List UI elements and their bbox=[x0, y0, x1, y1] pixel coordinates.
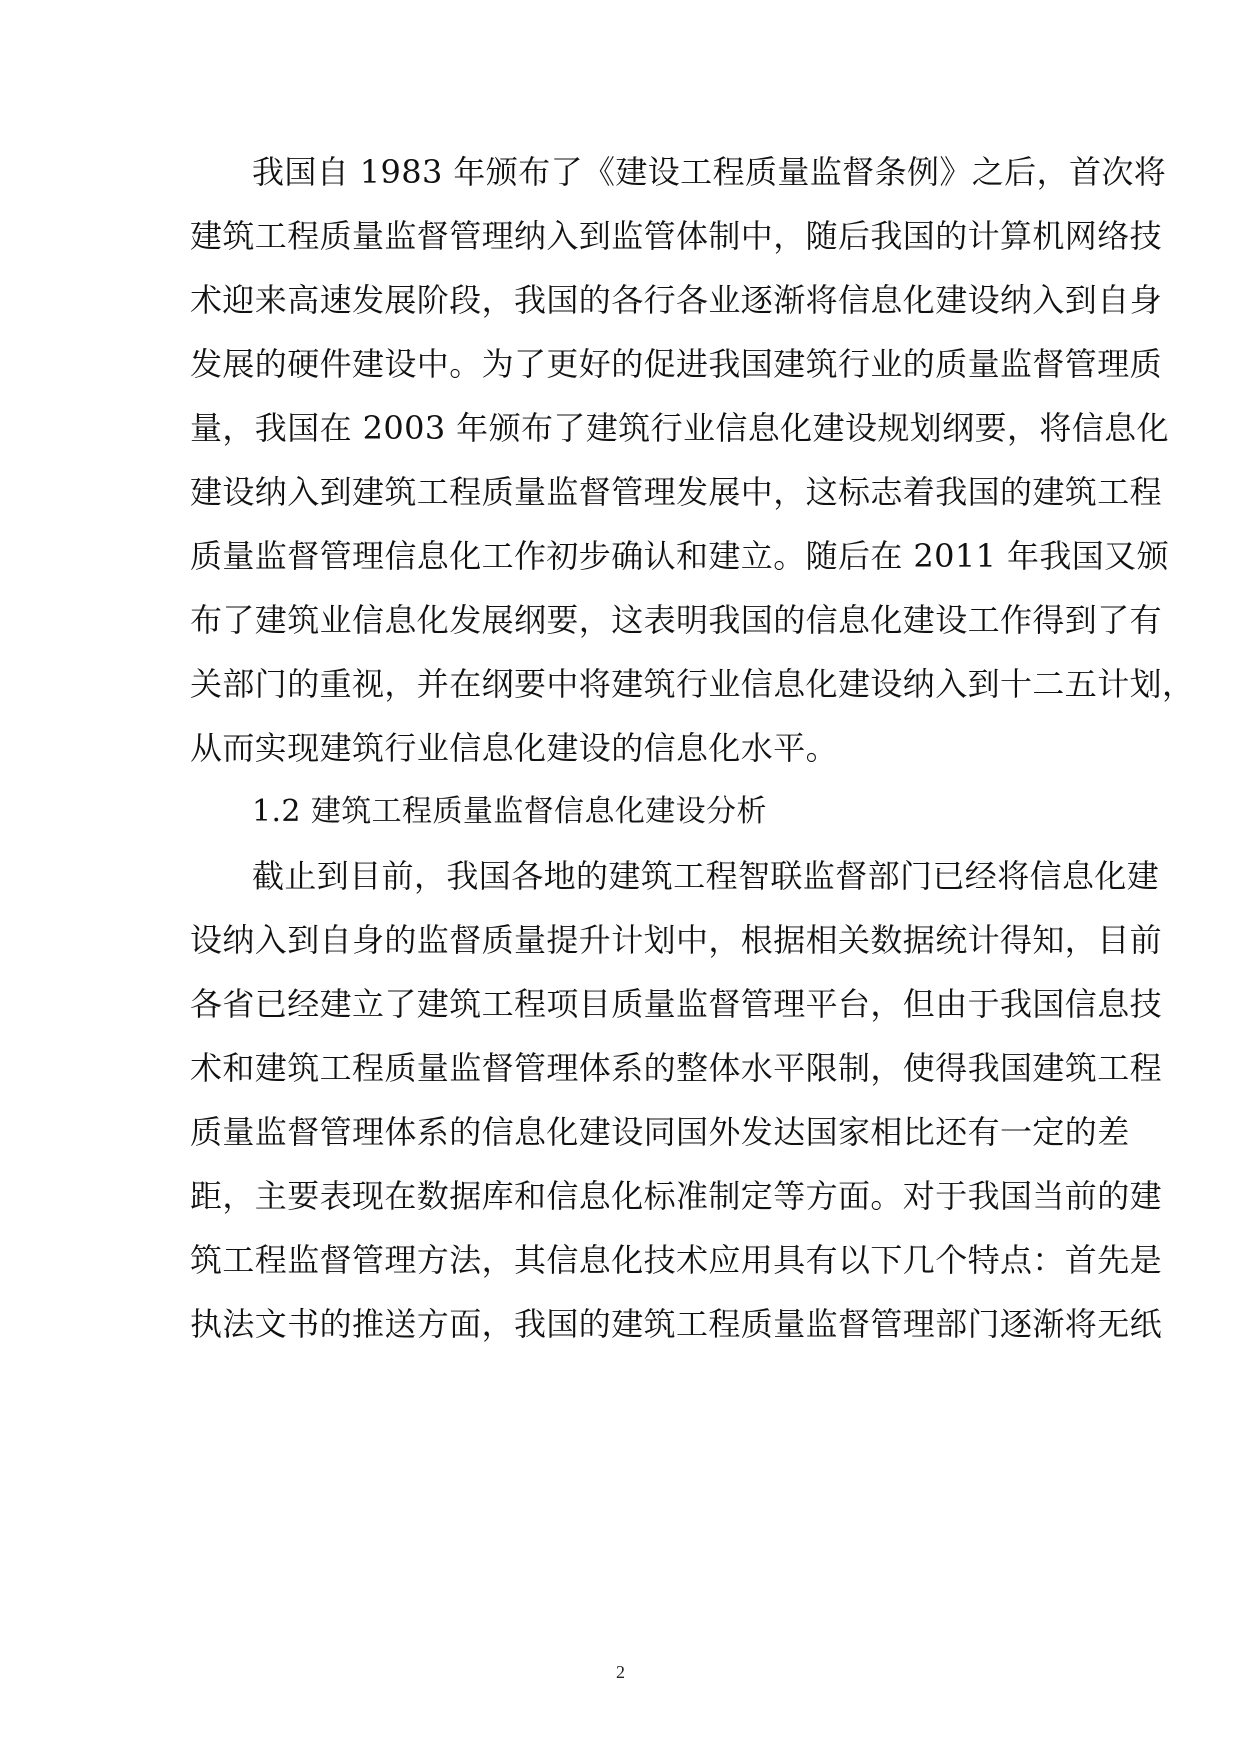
paragraph-line: 从而实现建筑行业信息化建设的信息化水平。 bbox=[190, 729, 839, 767]
paragraph-1 bbox=[190, 140, 1195, 780]
paragraph-line: 我国自 1983 年颁布了《建设工程质量监督条例》之后，首次将 bbox=[252, 153, 1167, 191]
paragraph-line: 术和建筑工程质量监督管理体系的整体水平限制，使得我国建筑工程 bbox=[190, 1049, 1163, 1087]
paragraph-line: 各省已经建立了建筑工程项目质量监督管理平台，但由于我国信息技 bbox=[190, 985, 1163, 1023]
section-heading: 1.2 建筑工程质量监督信息化建设分析 bbox=[252, 794, 767, 829]
paragraph-line: 质量监督管理体系的信息化建设同国外发达国家相比还有一定的差 bbox=[190, 1113, 1130, 1151]
paragraph-line: 设纳入到自身的监督质量提升计划中，根据相关数据统计得知，目前 bbox=[190, 921, 1163, 959]
paragraph-line: 布了建筑业信息化发展纲要，这表明我国的信息化建设工作得到了有 bbox=[190, 601, 1163, 639]
paragraph-line: 质量监督管理信息化工作初步确认和建立。随后在 2011 年我国又颁 bbox=[190, 537, 1169, 575]
paragraph-line: 执法文书的推送方面，我国的建筑工程质量监督管理部门逐渐将无纸 bbox=[190, 1305, 1163, 1343]
paragraph-line: 发展的硬件建设中。为了更好的促进我国建筑行业的质量监督管理质 bbox=[190, 345, 1163, 383]
paragraph-line: 建设纳入到建筑工程质量监督管理发展中，这标志着我国的建筑工程 bbox=[190, 473, 1163, 511]
paragraph-line: 距，主要表现在数据库和信息化标准制定等方面。对于我国当前的建 bbox=[190, 1177, 1163, 1215]
document-body bbox=[190, 140, 1195, 1356]
paragraph-2 bbox=[190, 844, 1163, 1356]
paragraph-line: 术迎来高速发展阶段，我国的各行各业逐渐将信息化建设纳入到自身 bbox=[190, 281, 1163, 319]
paragraph-line: 量，我国在 2003 年颁布了建筑行业信息化建设规划纲要，将信息化 bbox=[190, 409, 1169, 447]
paragraph-line: 截止到目前，我国各地的建筑工程智联监督部门已经将信息化建 bbox=[252, 857, 1160, 895]
page-number: 2 bbox=[616, 1662, 625, 1682]
paragraph-line: 关部门的重视，并在纲要中将建筑行业信息化建设纳入到十二五计划， bbox=[190, 665, 1195, 703]
paragraph-line: 建筑工程质量监督管理纳入到监管体制中，随后我国的计算机网络技 bbox=[190, 217, 1163, 255]
paragraph-line: 筑工程监督管理方法，其信息化技术应用具有以下几个特点：首先是 bbox=[190, 1241, 1163, 1279]
